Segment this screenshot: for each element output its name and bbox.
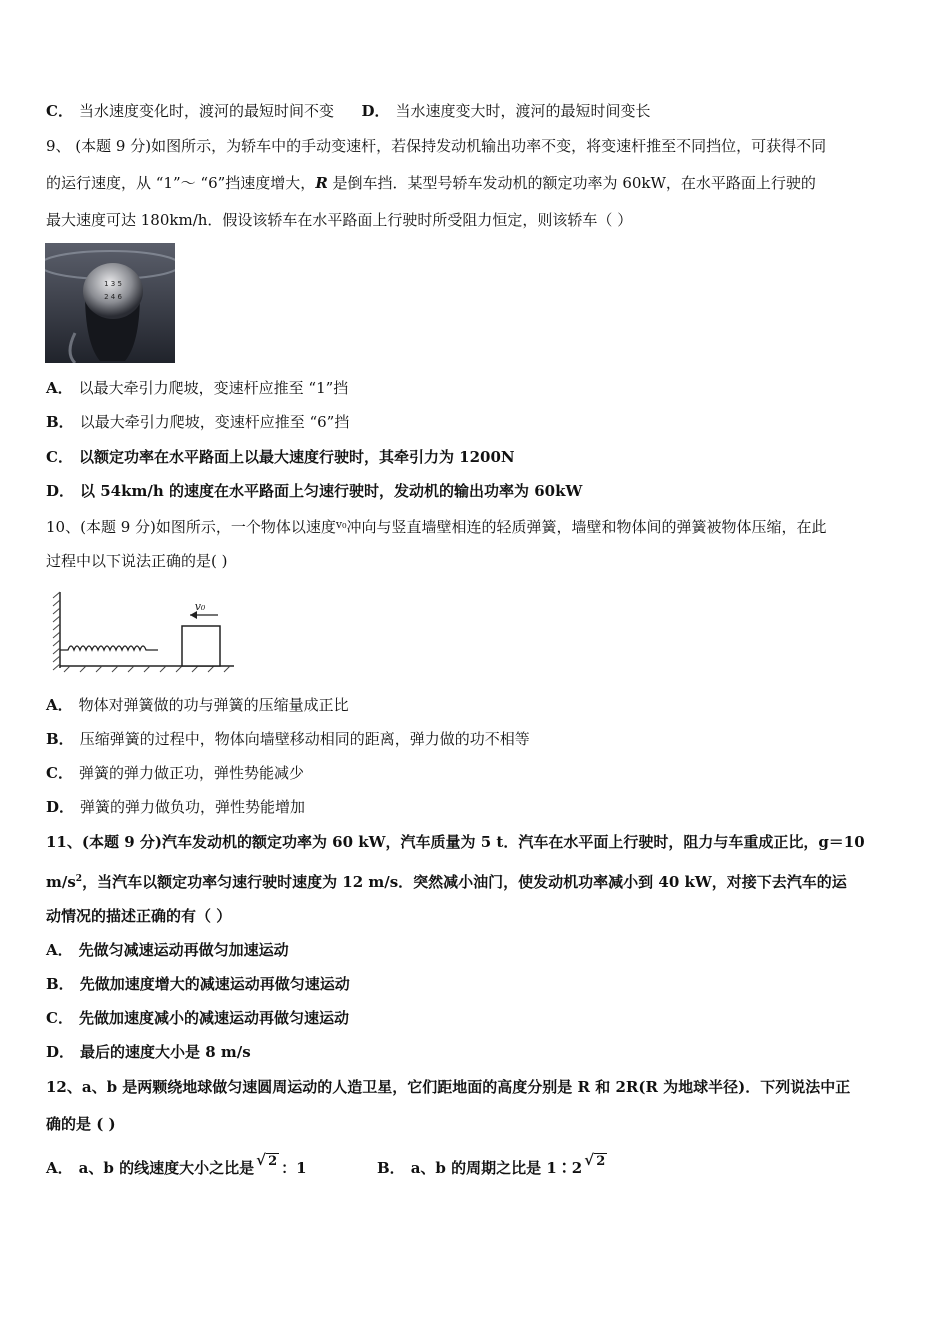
q9-r-symbol: R: [315, 174, 328, 192]
sqrt-symbol: [584, 1152, 607, 1172]
option-label: C．: [46, 102, 73, 120]
gear-shifter-photo: [45, 243, 175, 363]
sqrt-symbol: [256, 1152, 279, 1172]
radicand: 2: [596, 1154, 606, 1169]
option-text: 先做匀减速运动再做匀加速运动: [78, 941, 289, 959]
option-label: A．: [46, 941, 73, 959]
option-text: a、b 的周期之比是 1∶2: [410, 1159, 583, 1177]
option-text: 最后的速度大小是 8 m/s: [80, 1043, 251, 1061]
q9-option-d[interactable]: [46, 481, 582, 501]
q10-stem-line-2: 过程中以下说法正确的是( ): [46, 552, 228, 570]
option-label: C．: [46, 764, 73, 782]
prev-options-line: [46, 101, 651, 121]
option-label: D．: [46, 1043, 75, 1061]
q11-option-d[interactable]: [46, 1042, 251, 1062]
q11-stem-line-3: 动情况的描述正确的有（ ）: [46, 907, 232, 925]
option-text: 以最大牵引力爬坡，变速杆应推至 “6”挡: [79, 413, 350, 431]
option-label: C．: [46, 1009, 73, 1027]
q9-stem-line-2: [46, 173, 816, 193]
option-text: 以最大牵引力爬坡，变速杆应推至 “1”挡: [78, 379, 349, 397]
figure-v0-label: v₀: [194, 600, 206, 613]
q10-option-d[interactable]: [46, 797, 305, 817]
option-text: 当水速度变化时，渡河的最短时间不变: [78, 102, 334, 120]
option-text: 以额定功率在水平路面上以最大速度行驶时，其牵引力为 1200N: [78, 448, 515, 466]
svg-text:2 4 6: 2 4 6: [104, 293, 122, 301]
option-text: 物体对弹簧做的功与弹簧的压缩量成正比: [78, 696, 349, 714]
q10-stem-line-1: [46, 515, 827, 537]
option-text: 先做加速度减小的减速运动再做匀速运动: [78, 1009, 349, 1027]
q11-option-b[interactable]: [46, 974, 350, 994]
radicand: 2: [268, 1154, 278, 1169]
option-label: A．: [46, 696, 73, 714]
option-label: D．: [46, 482, 75, 500]
q11-text: m/s: [46, 873, 76, 891]
q9-option-c[interactable]: [46, 447, 515, 467]
q10-option-b[interactable]: [46, 729, 530, 749]
q11-option-c[interactable]: [46, 1008, 349, 1028]
q9-option-a[interactable]: [46, 378, 348, 398]
q10-text: 冲向与竖直墙壁相连的轻质弹簧，墙壁和物体间的弹簧被物体压缩，在此: [346, 518, 827, 536]
option-label: C．: [46, 448, 73, 466]
q9-stem-line-3: 最大速度可达 180km/h．假设该轿车在水平路面上行驶时所受阻力恒定，则该轿车（ ）: [46, 211, 633, 229]
q12-option-b[interactable]: [377, 1154, 609, 1180]
q9-stem-line-1: 9、 (本题 9 分)如图所示，为轿车中的手动变速杆，若保持发动机输出功率不变，将变速杆推至不同挡位，可获得不同: [46, 137, 827, 155]
option-label: D．: [46, 798, 75, 816]
option-text: ：1: [281, 1159, 307, 1177]
q12-stem-line-2: 确的是 ( ): [46, 1115, 116, 1133]
option-text: 以 54km/h 的速度在水平路面上匀速行驶时，发动机的输出功率为 60kW: [80, 482, 583, 500]
v0-symbol: v₀: [335, 518, 347, 531]
option-label: B．: [46, 413, 74, 431]
q10-option-a[interactable]: [46, 695, 349, 715]
q12-stem-line-1: 12、a、b 是两颗绕地球做匀速圆周运动的人造卫星，它们距地面的高度分别是 R 和 2R(R 为地球半径)．下列说法中正: [46, 1078, 851, 1096]
option-label: B．: [377, 1159, 405, 1177]
svg-text:1 3 5: 1 3 5: [104, 280, 122, 288]
q10-text: 10、(本题 9 分)如图所示，一个物体以速度: [46, 518, 336, 536]
q11-stem-line-1: 11、(本题 9 分)汽车发动机的额定功率为 60 kW，汽车质量为 5 t．汽车在水平面上行驶时，阻力与车重成正比，g＝10: [46, 833, 865, 851]
q12-option-a[interactable]: [46, 1154, 307, 1180]
q9-text: 的运行速度，从 “1”～ “6”挡速度增大，: [46, 174, 316, 192]
option-text: 压缩弹簧的过程中，物体向墙壁移动相同的距离，弹力做的功不相等: [79, 730, 530, 748]
option-label: A．: [46, 1159, 73, 1177]
option-text: 先做加速度增大的减速运动再做匀速运动: [79, 975, 350, 993]
option-text: 弹簧的弹力做正功，弹性势能减少: [78, 764, 304, 782]
option-text: 弹簧的弹力做负功，弹性势能增加: [80, 798, 306, 816]
option-label: B．: [46, 730, 74, 748]
q11-text: ，当汽车以额定功率匀速行驶时速度为 12 m/s．突然减小油门，使发动机功率减小到 40 kW，对接下去汽车的运: [82, 873, 847, 891]
option-label: D．: [361, 102, 390, 120]
option-label: A．: [46, 379, 73, 397]
option-label: B．: [46, 975, 74, 993]
q11-option-a[interactable]: [46, 940, 289, 960]
q9-text: 是倒车挡．某型号轿车发动机的额定功率为 60kW，在水平路面上行驶的: [327, 174, 816, 192]
spring-wall-diagram: [50, 588, 238, 674]
option-text: a、b 的线速度大小之比是: [78, 1159, 255, 1177]
q9-option-b[interactable]: [46, 412, 349, 432]
q10-option-c[interactable]: [46, 763, 304, 783]
superscript: 2: [75, 874, 83, 884]
q11-stem-line-2: [46, 869, 847, 892]
option-text: 当水速度变大时，渡河的最短时间变长: [395, 102, 651, 120]
